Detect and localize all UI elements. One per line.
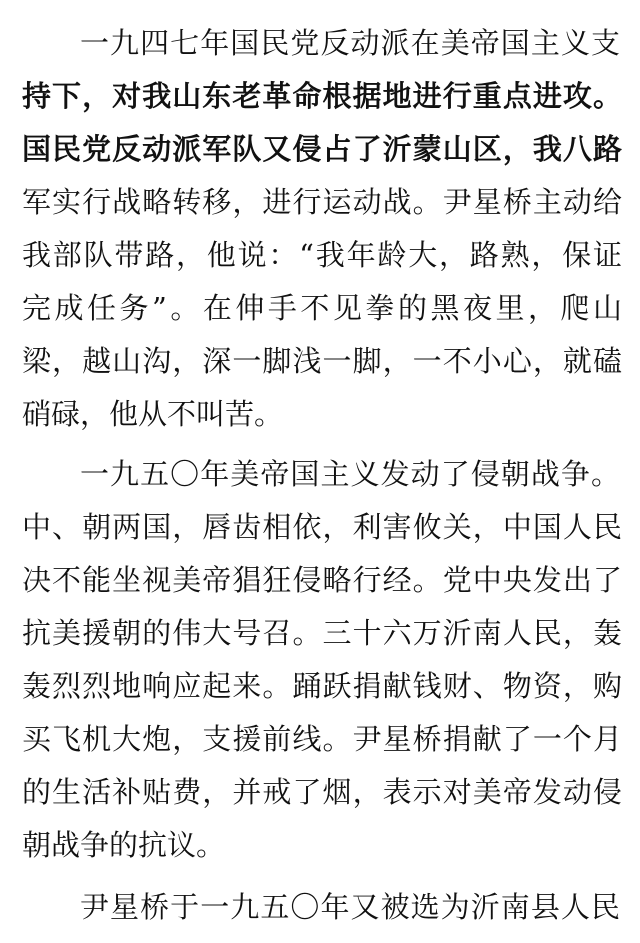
paragraph-2-line-2: 中、朝两国，唇齿相依，利害攸关，中国人民: [22, 510, 622, 544]
paragraph-1-line-5: 我部队带路，他说：“我年龄大，路熟，保证: [22, 238, 622, 272]
paragraph-2-line-6: 买飞机大炮，支援前线。尹星桥捐献了一个月: [22, 722, 622, 756]
paragraph-1-line-1: 一九四七年国民党反动派在美帝国主义支: [80, 26, 620, 60]
paragraph-1-line-8: 硝碌，他从不叫苦。: [22, 397, 284, 431]
paragraph-3-line-1: 尹星桥于一九五〇年又被选为沂南县人民: [80, 890, 620, 924]
paragraph-1-line-7: 梁，越山沟，深一脚浅一脚，一不小心，就磕: [22, 344, 622, 378]
paragraph-2-line-1: 一九五〇年美帝国主义发动了侵朝战争。: [80, 457, 620, 491]
paragraph-1-line-2: 持下，对我山东老革命根据地进行重点进攻。: [22, 79, 622, 113]
paragraph-2-line-5: 轰烈烈地响应起来。踊跃捐献钱财、物资，购: [22, 669, 622, 703]
paragraph-1-line-3: 国民党反动派军队又侵占了沂蒙山区，我八路: [22, 132, 622, 166]
paragraph-2-line-8: 朝战争的抗议。: [22, 828, 226, 862]
paragraph-2-line-7: 的生活补贴费，并戒了烟，表示对美帝发动侵: [22, 775, 622, 809]
paragraph-1-line-4: 军实行战略转移，进行运动战。尹星桥主动给: [22, 185, 622, 219]
paragraph-1-line-6: 完成任务”。在伸手不见拳的黑夜里，爬山: [22, 291, 622, 325]
paragraph-2-line-4: 抗美援朝的伟大号召。三十六万沂南人民，轰: [22, 616, 622, 650]
paragraph-2-line-3: 决不能坐视美帝猖狂侵略行经。党中央发出了: [22, 563, 622, 597]
